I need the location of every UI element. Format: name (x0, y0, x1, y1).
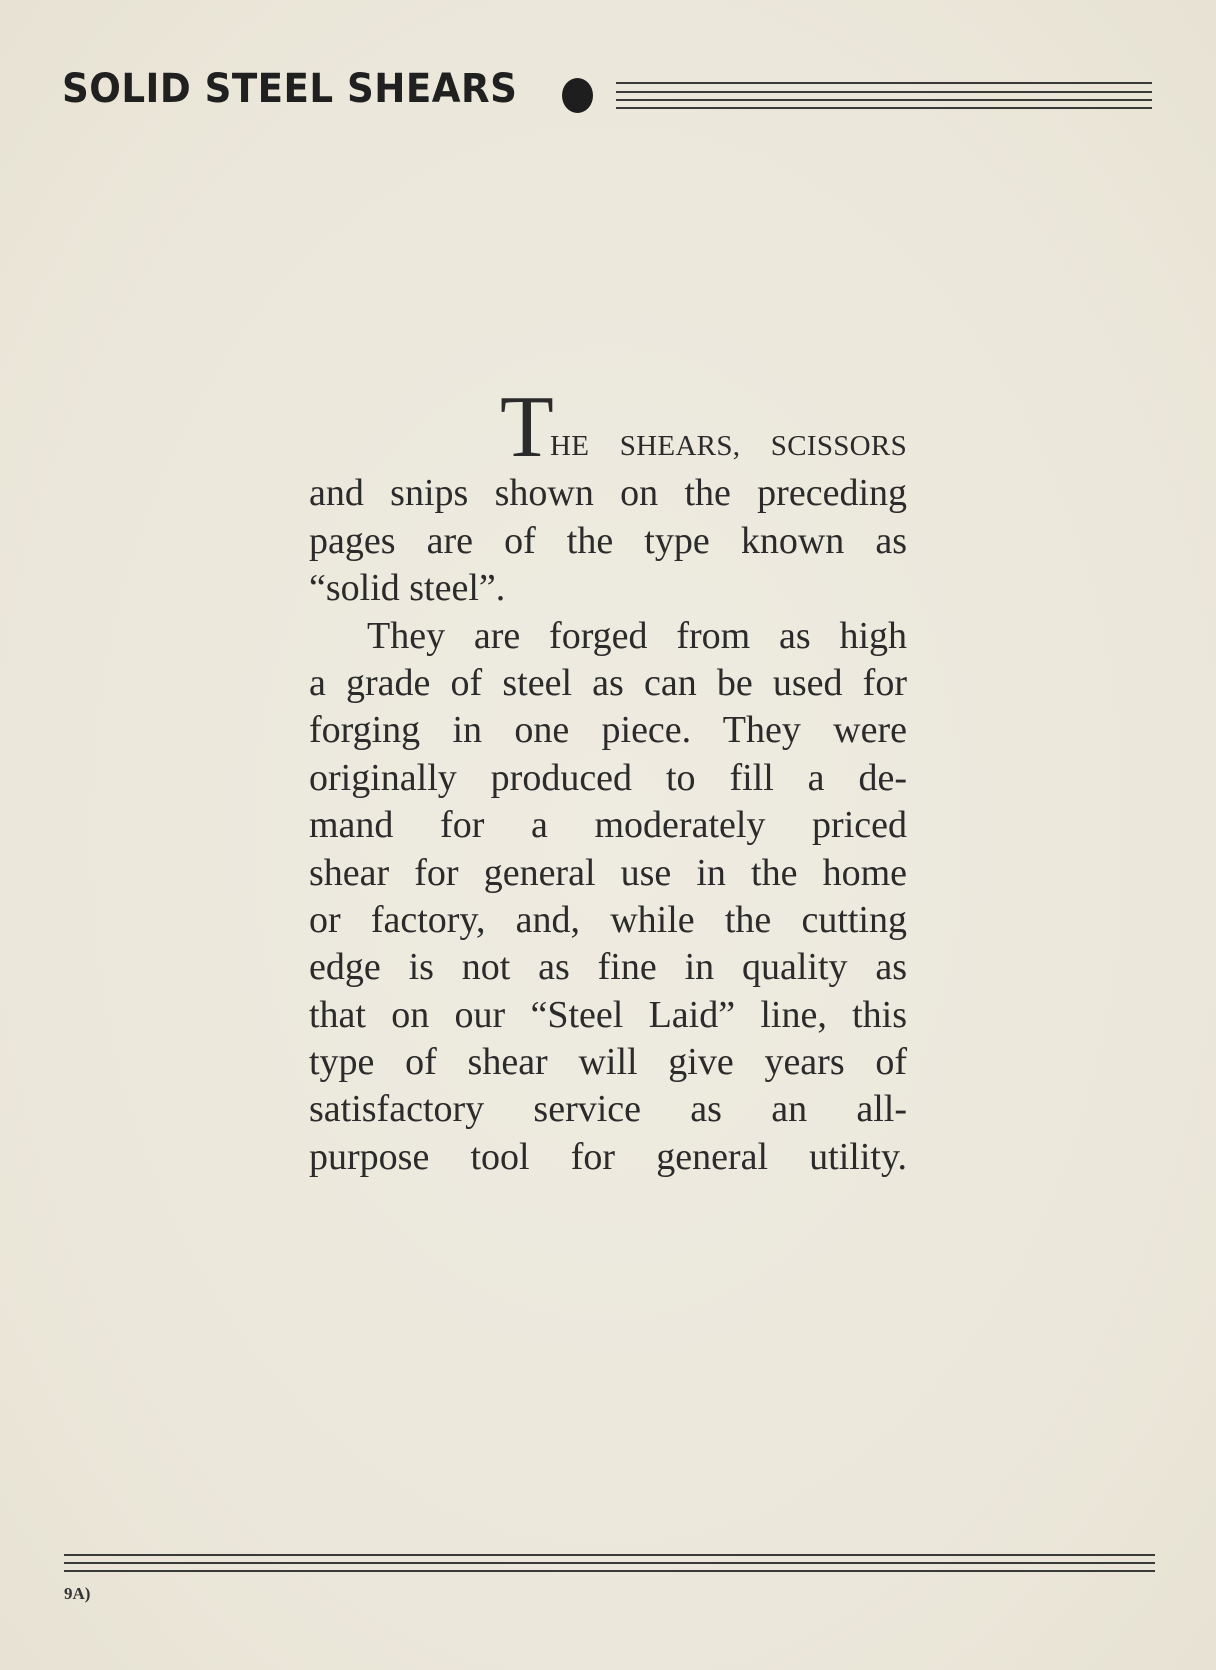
footer-rule (64, 1570, 1155, 1572)
body-line: pages are of the type known as (309, 519, 907, 562)
body-line: type of shear will give years of (309, 1041, 907, 1084)
body-line: that on our “Steel Laid” line, this (309, 993, 907, 1036)
footer-rule (64, 1554, 1155, 1556)
body-line: a grade of steel as can be used for (309, 661, 907, 704)
body-line: originally produced to fill a de- (309, 756, 907, 799)
body-line-first (309, 379, 907, 476)
body-text (309, 379, 907, 1181)
page-number: 9A) (64, 1584, 91, 1603)
header-title: SOLID STEEL SHEARS (62, 66, 518, 112)
header-rule (616, 99, 1152, 101)
body-line: shear for general use in the home (309, 851, 907, 894)
body-line: purpose tool for general utility. (309, 1135, 907, 1178)
footer-rule (64, 1562, 1155, 1564)
body-line: edge is not as fine in quality as (309, 946, 907, 989)
body-line: forging in one piece. They were (309, 709, 907, 752)
body-line: They are forged from as high (367, 614, 907, 657)
drop-cap: T (500, 379, 555, 476)
header-rule (616, 107, 1152, 109)
header-bullet-dot (562, 78, 593, 113)
body-line: or factory, and, while the cutting (309, 898, 907, 941)
body-line: satisfactory service as an all- (309, 1088, 907, 1131)
header-rule (616, 82, 1152, 84)
header-rule (616, 91, 1152, 93)
body-line: mand for a moderately priced (309, 804, 907, 847)
body-line: “solid steel”. (309, 567, 506, 610)
first-line-text: HE SHEARS, SCISSORS (550, 430, 907, 462)
body-line: and snips shown on the preceding (309, 472, 907, 515)
